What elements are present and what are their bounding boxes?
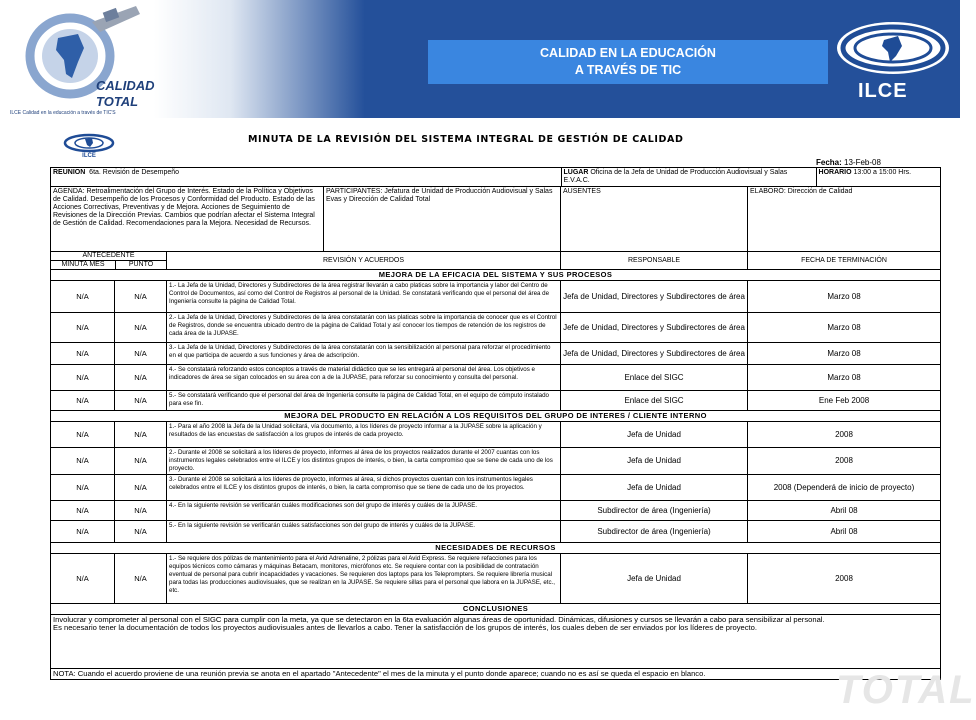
section-header: MEJORA DE LA EFICACIA DEL SISTEMA Y SUS PROCESOS [51, 270, 941, 281]
ilce-small-logo [62, 134, 116, 158]
participants-row [51, 187, 941, 252]
horario-cell: HORARIO 13:00 a 15:00 Hrs. [816, 168, 940, 186]
svg-text:ILCE: ILCE [82, 153, 96, 159]
lugar-horario-cell [561, 168, 941, 187]
table-row: N/A N/A 1.- Para el año 2008 la Jefa de la Unidad solicitará, vía documento, a los líderes de proyecto informar a la JUPASE sobre la aplicación y resultados de las encuestas de satisfacción a los grupos de interés de cada proyecto. Jefa de Unidad 2008 [51, 422, 941, 448]
ausentes-cell: AUSENTES [561, 187, 748, 252]
calidad-total-watermark: TOTAL [836, 668, 976, 712]
banner-title [428, 40, 828, 84]
participantes-cell: PARTICIPANTES: Jefatura de Unidad de Producción Audiovisual y Salas Evas y Dirección de Calidad Total [324, 187, 561, 251]
document-date [816, 158, 881, 167]
lugar-cell: LUGAR Oficina de la Jefa de Unidad de Producción Audiovisual y Salas E.V.A.C. [561, 168, 816, 186]
nota-text: NOTA: Cuando el acuerdo proviene de una reunión previa se anota en el apartado "Antecedente" el mes de la minuta y el punto donde aparece; cuando no es así se queda el espacio en blanco. [51, 669, 941, 680]
table-row: N/A N/A 5.- Se constatará verificando que el personal del área de Ingeniería consulte la página de Calidad Total, en el equipo de cómputo instalado para ese fin. Enlace del SIGC Ene Feb 2008 [51, 391, 941, 411]
responsable-header: RESPONSABLE [561, 252, 748, 270]
table-row: N/A N/A 4.- En la siguiente revisión se verificarán cuáles modificaciones son del grupo de interés y cuáles de la JUPASE. Subdirector de área (Ingeniería) Abril 08 [51, 501, 941, 521]
nota-row [51, 669, 941, 680]
minuta-table [50, 167, 941, 680]
header-banner [0, 0, 960, 118]
antecedente-header: ANTECEDENTE MINUTA MES PUNTO [51, 252, 167, 270]
agenda-participants-cell [51, 187, 561, 252]
ilce-wordmark: ILCE [858, 80, 908, 102]
conclusiones-header: CONCLUSIONES [51, 604, 941, 615]
svg-text:CALIDAD: CALIDAD [96, 78, 155, 93]
section-header: MEJORA DEL PRODUCTO EN RELACIÓN A LOS REQUISITOS DEL GRUPO DE INTERES / CLIENTE INTERNO [51, 411, 941, 422]
section-header: NECESIDADES DE RECURSOS [51, 543, 941, 554]
column-header-row-1 [51, 252, 941, 270]
table-row: N/A N/A 1.- La Jefa de la Unidad, Directores y Subdirectores de la área registrar llevarán a cabo platicas sobre la importancia y labor del Centro de Control de Documentos, así como del Control de Registros al personal de la Unidad. Se constatará verificando que el personal del área de Ingeniería consulte la página de Calidad Total. Jefa de Unidad, Directores y Subdirectores de área Marzo 08 [51, 281, 941, 313]
conclusiones-row [51, 615, 941, 669]
banner-title-line1: CALIDAD EN LA EDUCACIÓN [540, 46, 716, 60]
table-row: N/A N/A 2.- La Jefa de la Unidad, Directores y Subdirectores de la área constatarán con las platicas sobre la importancia de conocer que es el Control de Registros, donde se encuentra ubicado dentro de la página de Calidad Total y así conocer los tiempos de retención de los registros de cada área de la JUPASE. Jefe de Unidad, Directores y Subdirectores de área Marzo 08 [51, 313, 941, 343]
document-title: MINUTA DE LA REVISIÓN DEL SISTEMA INTEGRAL DE GESTIÓN DE CALIDAD [248, 134, 684, 145]
table-row: N/A N/A 3.- Durante el 2008 se solicitará a los líderes de proyecto, informes al área, si dichos proyectos cuentan con los instrumentos legales celebrados entre el ILCE y los distintos grupos de interés, o bien, la carta compromiso que se tiene de cada uno de los proyectos. Jefa de Unidad 2008 (Dependerá de inicio de proyecto) [51, 475, 941, 501]
conclusiones-text: Involucrar y comprometer al personal con el SIGC para cumplir con la meta, ya que se detectaron en la 6ta evaluación algunas áreas de oportunidad. Dinámicas, difusiones y cursos se llevarán a cabo para sensibilizar al personal. Es necesario tener la documentación de todos los proyectos audiovisuales antes de llevarlos a cabo. Tener la satisfacción de los grupos de interés, los cuales deben de ser enviados por los líderes de proyecto. [51, 615, 941, 669]
agenda-cell: AGENDA: Retroalimentación del Grupo de Interés. Estado de la Política y Objetivos de Calidad. Desempeño de los Procesos y Conformidad del Producto. Estado de las Acciones Correctivas, Preventivas y de Mejora. Acciones de Seguimiento de Revisiones de la Dirección Previas. Cambios que podrían afectar el Sistema Integral de Gestión de Calidad. Recomendaciones para la Mejora. Necesidad de Recursos. [53, 188, 315, 227]
table-row: N/A N/A 3.- La Jefa de la Unidad, Directores y Subdirectores de la área constatarán con la sensibilización al personal para reforzar el procedimiento en el que participa de acuerdo a sus funciones y área de adscripción. Jefa de Unidad, Directores y Subdirectores de área Marzo 08 [51, 343, 941, 365]
banner-title-line2: A TRAVÉS DE TIC [574, 63, 682, 77]
table-row: N/A N/A 4.- Se constatará reforzando estos conceptos a través de material didáctico que se les entregará al personal del área. Los objetivos e indicadores de área se sigan colocados en su área con a de la JUPASE, para reforzar su conocimiento y consulta del personal. Enlace del SIGC Marzo 08 [51, 365, 941, 391]
meeting-info-row [51, 168, 941, 187]
table-row: N/A N/A 5.- En la siguiente revisión se verificarán cuáles satisfacciones son del grupo de interés y cuáles de la JUPASE. Subdirector de área (Ingeniería) Abril 08 [51, 521, 941, 543]
table-row: N/A N/A 1.- Se requiere dos pólizas de mantenimiento para el Avid Adrenaline, 2 pólizas para el Avid Express. Se requiere refacciones para los equipos técnicos como cámaras y máquinas Betacam, monitores, micrófonos etc. Se requiere contar con la posibilidad de contratación eventual de personal para cubrir incapacidades y vacaciones. Se requieren dos laptops para los Teleprompters. Se requiere librería musical para todas las producciones audiovisuales, que se realizan en la JUPASE. Se requiere sillas para el personal que labora en la JUPASE, etc., etc. Jefa de Unidad 2008 [51, 554, 941, 604]
fecha-label: Fecha: [816, 158, 842, 167]
svg-text:ILCE Calidad en la educación a: ILCE Calidad en la educación a través de TIC'S [10, 110, 116, 116]
reunion-cell: REUNION 6ta. Revisión de Desempeño [51, 168, 561, 187]
table-row: N/A N/A 2.- Durante el 2008 se solicitará a los líderes de proyecto, informes al área de los proyectos realizados durante el 2007 cuantas con los instrumentos legales celebrados entre el ILCE y los distintos grupos de interés, o bien, la carta compromiso que se tiene de cada uno de los proyecto. Jefa de Unidad 2008 [51, 448, 941, 475]
revision-header: REVISIÓN Y ACUERDOS [167, 252, 561, 270]
elaboro-cell: ELABORÓ: Dirección de Calidad [748, 187, 941, 252]
fecha-header: FECHA DE TERMINACIÓN [748, 252, 941, 270]
fecha-value: 13-Feb-08 [844, 158, 881, 167]
svg-text:TOTAL: TOTAL [96, 94, 139, 109]
calidad-total-logo [8, 4, 168, 116]
